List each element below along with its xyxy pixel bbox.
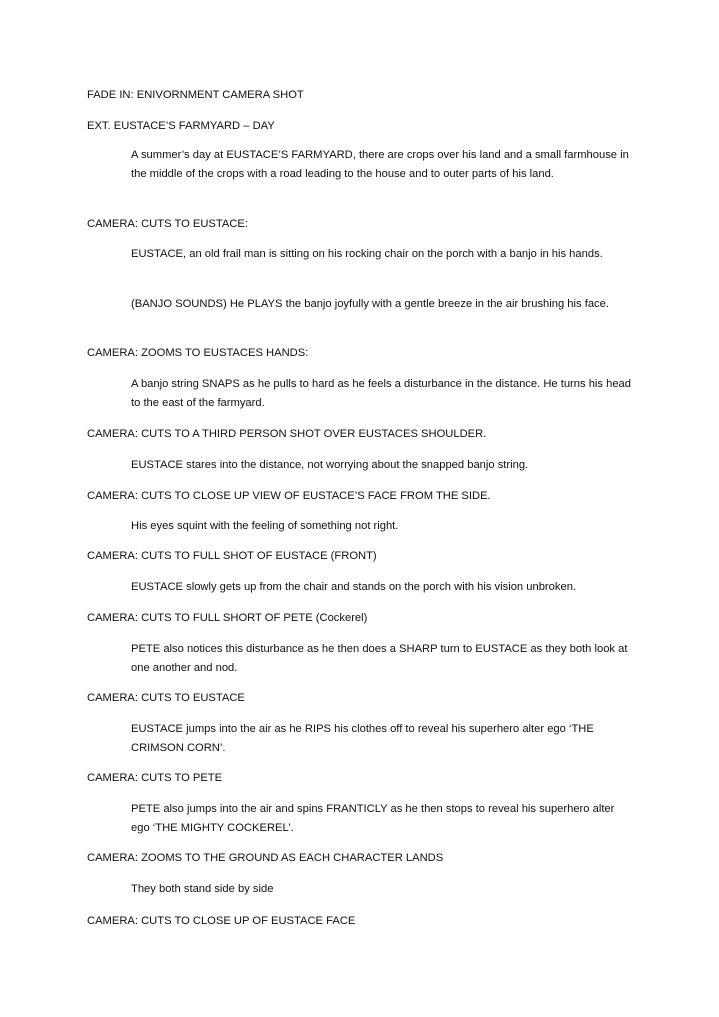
action-block: EUSTACE slowly gets up from the chair and stands on the porch with his vision unbroken. — [131, 581, 577, 593]
action-block: (BANJO SOUNDS) He PLAYS the banjo joyfully with a gentle breeze in the air brushing his face. — [131, 298, 609, 310]
camera-direction: CAMERA: ZOOMS TO THE GROUND AS EACH CHARACTER LANDS — [87, 852, 444, 864]
action-block: PETE also notices this disturbance as he then does a SHARP turn to EUSTACE as they both look at one another and nod. — [131, 643, 628, 674]
action-block: His eyes squint with the feeling of something not right. — [131, 520, 399, 532]
fade-in-line: FADE IN: ENIVORNMENT CAMERA SHOT — [87, 89, 304, 101]
action-block: They both stand side by side — [131, 883, 274, 895]
camera-direction: CAMERA: CUTS TO PETE — [87, 772, 223, 784]
camera-direction: CAMERA: CUTS TO FULL SHOT OF EUSTACE (FRONT) — [87, 550, 377, 562]
camera-direction: CAMERA: CUTS TO CLOSE UP VIEW OF EUSTACE’S FACE FROM THE SIDE. — [87, 490, 491, 502]
camera-direction: CAMERA: CUTS TO CLOSE UP OF EUSTACE FACE — [87, 915, 356, 927]
camera-direction: CAMERA: CUTS TO FULL SHORT OF PETE (Cockerel) — [87, 612, 368, 624]
camera-direction: CAMERA: ZOOMS TO EUSTACES HANDS: — [87, 347, 309, 359]
camera-direction: CAMERA: CUTS TO EUSTACE: — [87, 218, 248, 230]
camera-direction: CAMERA: CUTS TO EUSTACE — [87, 692, 245, 704]
camera-direction: CAMERA: CUTS TO A THIRD PERSON SHOT OVER EUSTACES SHOULDER. — [87, 428, 487, 440]
scene-heading: EXT. EUSTACE’S FARMYARD – DAY — [87, 120, 275, 132]
action-block: EUSTACE, an old frail man is sitting on his rocking chair on the porch with a banjo in his hands. — [131, 248, 603, 260]
action-block: PETE also jumps into the air and spins FRANTICLY as he then stops to reveal his superhero alter ego ‘THE MIGHTY COCKEREL’. — [131, 803, 615, 834]
action-block: A summer’s day at EUSTACE’S FARMYARD, there are crops over his land and a small farmhouse in the middle of the crops with a road leading to the house and to outer parts of his land. — [131, 149, 629, 180]
action-block: EUSTACE jumps into the air as he RIPS his clothes off to reveal his superhero alter ego ‘THE CRIMSON CORN’. — [131, 723, 594, 754]
action-block: EUSTACE stares into the distance, not worrying about the snapped banjo string. — [131, 459, 529, 471]
action-block: A banjo string SNAPS as he pulls to hard as he feels a disturbance in the distance. He turns his head to the east of the farmyard. — [131, 378, 632, 409]
